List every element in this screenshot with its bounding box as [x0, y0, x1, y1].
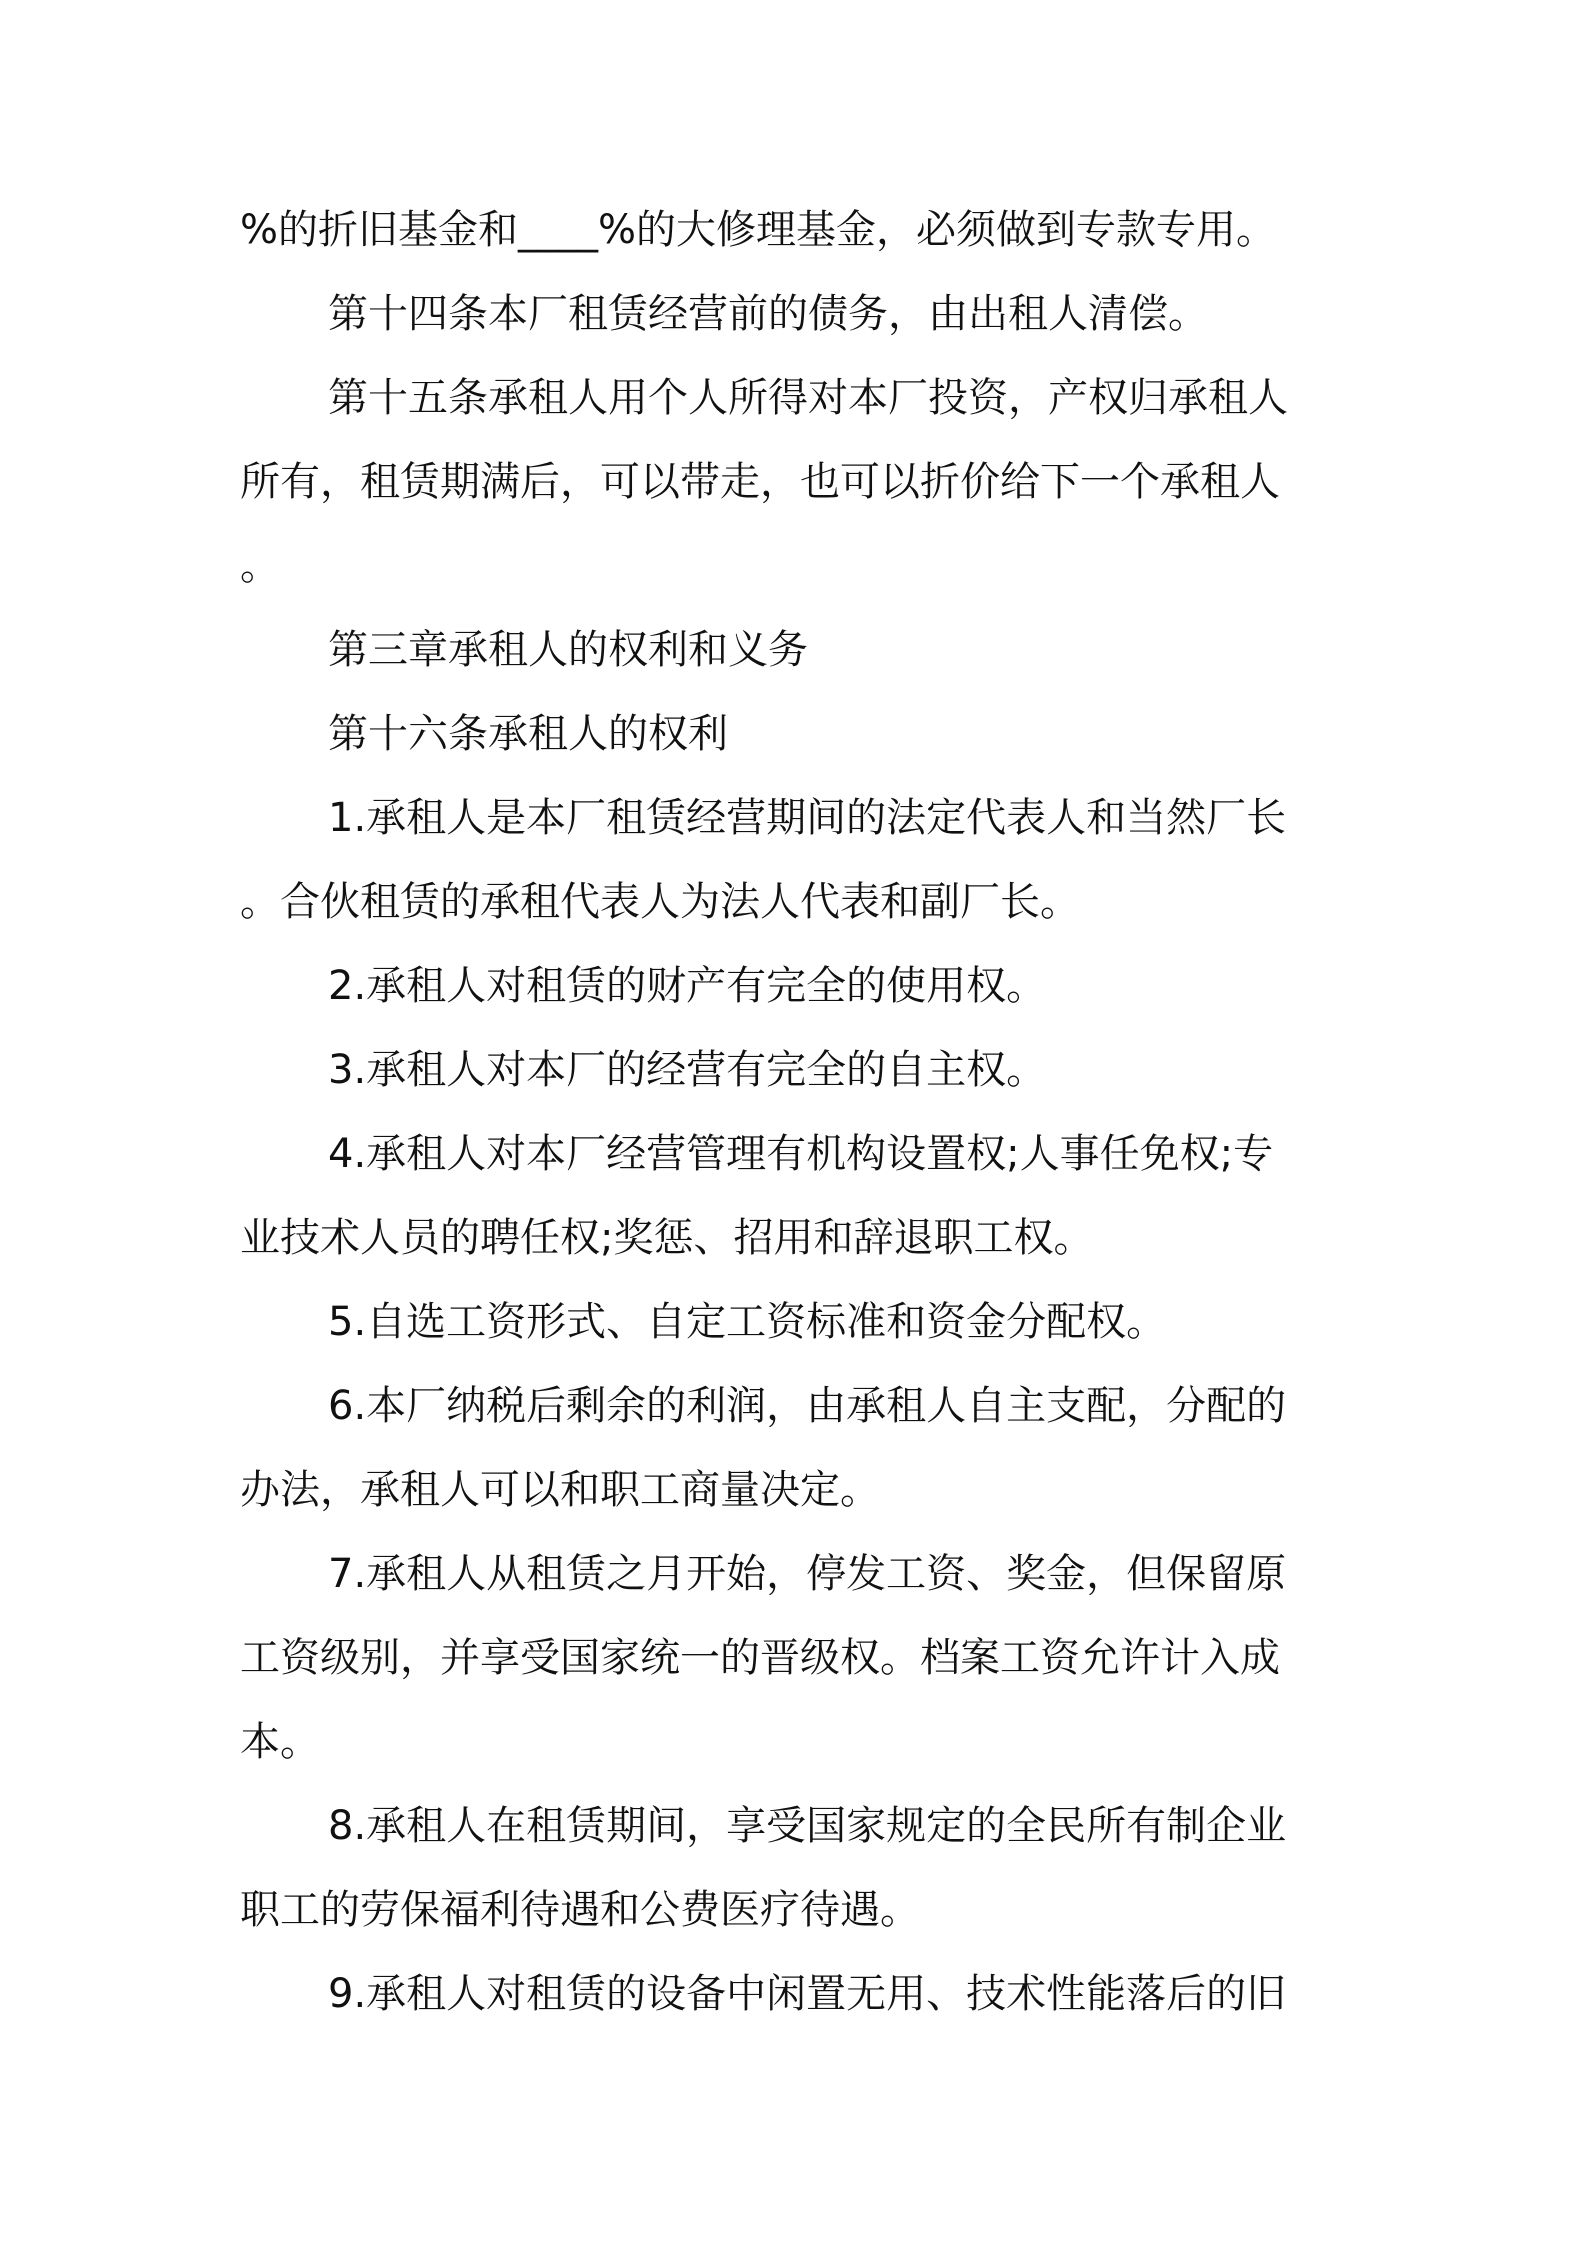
- text-line: 。: [240, 543, 280, 589]
- document-body: [240, 188, 1355, 2036]
- item-6: 6.本厂纳税后剩余的利润，由承租人自主支配，分配的: [328, 1383, 1287, 1429]
- item-9: 9.承租人对租赁的设备中闲置无用、技术性能落后的旧: [328, 1971, 1287, 2017]
- text-line: 业技术人员的聘任权;奖惩、招用和辞退职工权。: [240, 1215, 1094, 1261]
- text-line: %的折旧基金和____%的大修理基金，必须做到专款专用。: [240, 207, 1277, 253]
- item-8: 8.承租人在租赁期间，享受国家规定的全民所有制企业: [328, 1803, 1287, 1849]
- item-1: 1.承租人是本厂租赁经营期间的法定代表人和当然厂长: [328, 795, 1287, 841]
- item-2: 2.承租人对租赁的财产有完全的使用权。: [328, 963, 1047, 1009]
- item-4: 4.承租人对本厂经营管理有机构设置权;人事任免权;专: [328, 1131, 1274, 1177]
- item-7: 7.承租人从租赁之月开始，停发工资、奖金，但保留原: [328, 1551, 1287, 1597]
- text-line: 本。: [240, 1719, 320, 1765]
- item-5: 5.自选工资形式、自定工资标准和资金分配权。: [328, 1299, 1167, 1345]
- article-16-heading: 第十六条承租人的权利: [328, 711, 728, 757]
- article-14: 第十四条本厂租赁经营前的债务，由出租人清偿。: [328, 291, 1208, 337]
- chapter-3-heading: 第三章承租人的权利和义务: [328, 627, 808, 673]
- item-3: 3.承租人对本厂的经营有完全的自主权。: [328, 1047, 1047, 1093]
- text-line: 办法，承租人可以和职工商量决定。: [240, 1467, 880, 1513]
- text-line: 工资级别，并享受国家统一的晋级权。档案工资允许计入成: [240, 1635, 1280, 1681]
- article-15: 第十五条承租人用个人所得对本厂投资，产权归承租人: [328, 375, 1288, 421]
- text-line: 职工的劳保福利待遇和公费医疗待遇。: [240, 1887, 920, 1933]
- text-line: 所有，租赁期满后，可以带走，也可以折价给下一个承租人: [240, 459, 1280, 505]
- text-line: 。合伙租赁的承租代表人为法人代表和副厂长。: [240, 879, 1080, 925]
